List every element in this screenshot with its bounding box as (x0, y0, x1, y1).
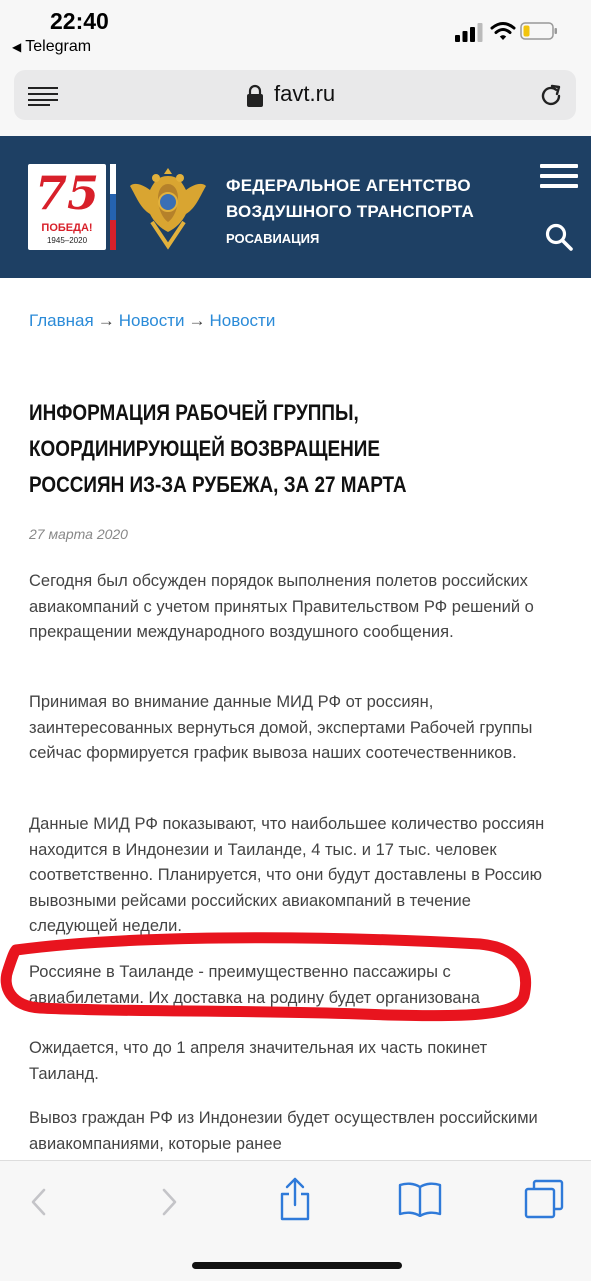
browser-chrome (0, 62, 591, 136)
back-to-telegram[interactable] (12, 38, 91, 56)
org-name-line2: ВОЗДУШНОГО ТРАНСПОРТА (226, 202, 474, 221)
breadcrumb-news[interactable]: Новости (118, 311, 185, 330)
article-title: ИНФОРМАЦИЯ РАБОЧЕЙ ГРУППЫ, КООРДИНИРУЮЩЕЙ ВОЗВРАЩЕНИЕ РОССИЯН ИЗ-ЗА РУБЕЖА, ЗА 27 МАРТА (29, 400, 407, 497)
coat-of-arms-emblem[interactable] (128, 162, 208, 252)
article-paragraph: Сегодня был обсужден порядок выполнения полетов российских авиакомпаний с учетом принятых Правительством РФ решений о прекращении международного воздушного сообщения. (29, 572, 534, 641)
article-paragraph: Россияне в Таиланде - преимущественно пассажиры с авиабилетами. Их доставка на родину будет организована (29, 963, 480, 1007)
site-header (0, 136, 591, 278)
breadcrumb-separator: → (188, 311, 206, 330)
home-indicator[interactable] (192, 1262, 402, 1269)
tabs-icon[interactable] (524, 1179, 564, 1219)
breadcrumb-separator: → (97, 311, 115, 330)
cellular-signal-icon (454, 22, 484, 42)
logo-number: 75 (34, 166, 99, 220)
wifi-icon (490, 20, 516, 42)
article-paragraph: Принимая во внимание данные МИД РФ от россиян, заинтересованных вернуться домой, экспертами Рабочей группы сейчас формируется график вывоза наших соотечественников. (29, 693, 533, 762)
logo-years: 1945–2020 (46, 236, 88, 245)
back-icon[interactable] (28, 1187, 50, 1217)
org-short-name: РОСАВИАЦИЯ (226, 231, 320, 246)
article-date: 27 марта 2020 (29, 526, 128, 542)
url-domain[interactable]: favt.ru (274, 81, 336, 106)
red-highlight-annotation (0, 930, 591, 1050)
reload-icon[interactable] (538, 83, 564, 109)
victory-75-logo[interactable] (28, 164, 106, 250)
search-icon[interactable] (544, 222, 574, 252)
logo-word: ПОБЕДА! (41, 222, 93, 234)
address-bar[interactable] (14, 70, 576, 120)
org-name-line1: ФЕДЕРАЛЬНОЕ АГЕНТСТВО (226, 176, 471, 195)
bookmarks-icon[interactable] (398, 1181, 442, 1217)
reader-menu-icon[interactable] (28, 86, 58, 106)
article-paragraph: Вывоз граждан РФ из Индонезии будет осуществлен российскими авиакомпаниями, которые ранее (29, 1109, 538, 1153)
breadcrumb-news-current[interactable]: Новости (209, 311, 276, 330)
battery-low-icon (520, 22, 558, 40)
breadcrumb (29, 311, 275, 331)
status-time: 22:40 (50, 8, 109, 34)
back-app-label: Telegram (25, 38, 92, 55)
article-paragraph: Ожидается, что до 1 апреля значительная их часть покинет Таиланд. (29, 1039, 488, 1083)
st-george-ribbon (110, 164, 116, 250)
lock-icon (246, 84, 264, 108)
site-menu-icon[interactable] (540, 162, 578, 190)
breadcrumb-home[interactable]: Главная (29, 311, 94, 330)
status-bar (0, 0, 591, 62)
forward-icon[interactable] (158, 1187, 180, 1217)
back-triangle-icon: ◀ (12, 40, 22, 54)
browser-toolbar (0, 1160, 591, 1281)
article-paragraph: Данные МИД РФ показывают, что наибольшее количество россиян находится в Индонезии и Таиланде, 4 тыс. и 17 тыс. человек соответственно. Планируется, что они будут доставлены в Россию вывозными рейсами российских авиакомпаний в течение следующей недели. (29, 815, 545, 935)
share-icon[interactable] (278, 1177, 312, 1221)
